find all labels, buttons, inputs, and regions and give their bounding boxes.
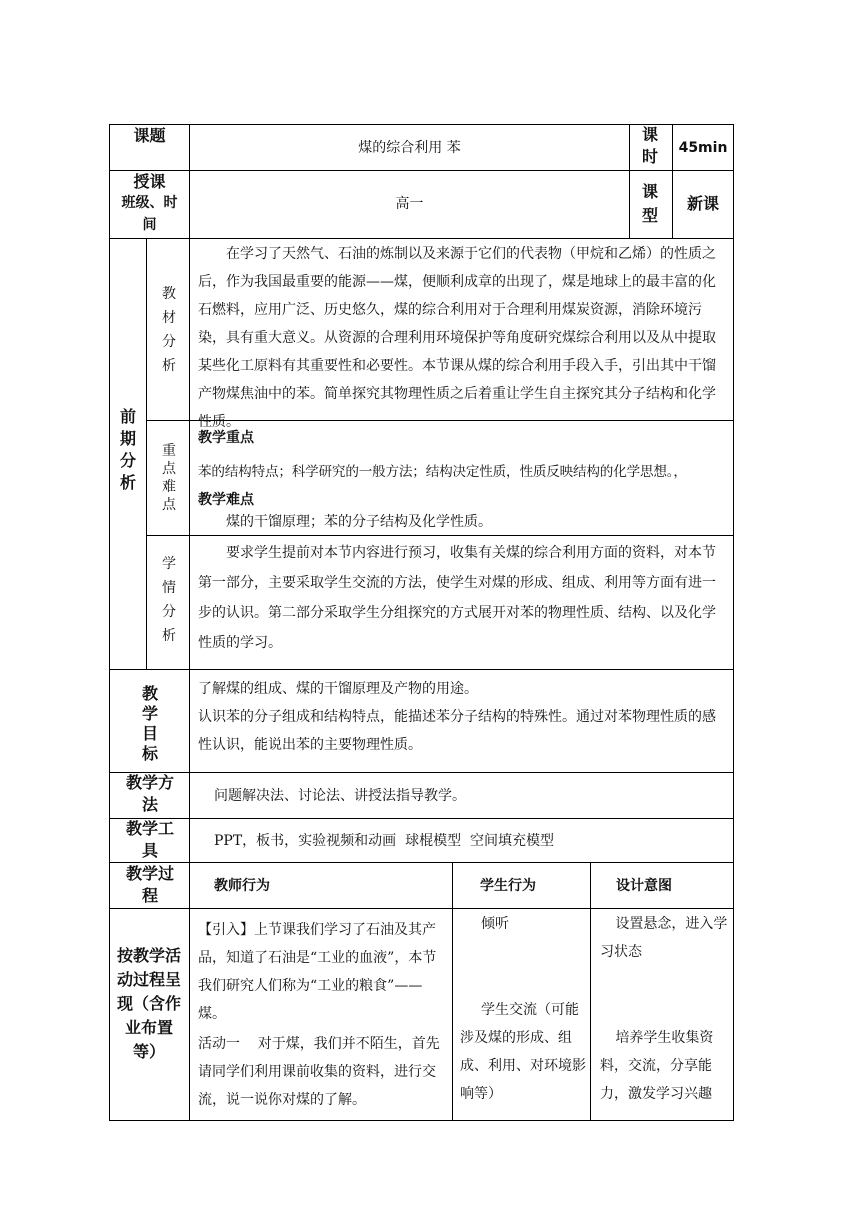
tools-label: 教学工具 [126,819,175,860]
tools-text: PPT，板书，实验视频和动画 球棍模型 空间填充模型 [214,833,554,849]
class-time-value: 高一 [395,196,424,212]
keypoints-label: 重点难点 [162,443,176,513]
col-student-header: 学生行为 [480,878,536,894]
class-time-label-line1: 授课 [133,172,166,191]
goals-line1: 了解煤的组成、煤的干馏原理及产物的用途。 [198,681,478,697]
goals-line2: 认识苯的分子组成和结构特点，能描述苯分子结构的特殊性。通过对苯物理性质的感性认识，能说出苯的主要物理性质。 [198,709,716,753]
difficult-text: 煤的干馏原理；苯的分子结构及化学性质。 [226,514,492,530]
goals-label: 教学目标 [141,684,158,763]
row-divider [109,772,733,773]
topic-value: 煤的综合利用 苯 [358,140,461,156]
label-col-divider [189,238,190,669]
type-label: 课型 [641,182,658,225]
key-title: 教学重点 [198,430,254,446]
table-border-right [733,124,734,1121]
col-teacher-header: 教师行为 [214,878,270,894]
process-col-divider [590,862,591,1121]
design-collect: 培养学生收集资料，交流，分享能力，激发学习兴趣 [600,1030,714,1102]
row-divider [109,818,733,819]
process-row-label: 按教学活动过程呈现（含作业布置等） [116,946,181,1061]
topic-label: 课题 [133,126,166,145]
col-design-header: 设计意图 [616,878,672,894]
teacher-activity: 活动一 对于煤，我们并不陌生，首先请同学们利用课前收集的资料，进行交流，说一说你对煤的了解。 [198,1036,440,1108]
student-exchange: 学生交流（可能涉及煤的形成、组成、利用、对环境影响等） [460,1002,586,1102]
period-value: 45min [678,140,728,156]
sublabel-col-divider [146,238,147,669]
design-suspense: 设置悬念，进入学习状态 [600,916,728,960]
header-col-divider [629,124,630,238]
textbook-analysis-label: 教材分析 [162,286,176,374]
teacher-intro: 【引入】上节课我们学习了石油及其产品，知道了石油是“工业的血液”，本节我们研究人们称为“工业的粮食”——煤。 [198,922,437,1022]
method-text: 问题解决法、讨论法、讲授法指导教学。 [214,788,466,804]
table-border-bottom [109,1120,733,1121]
row-divider [109,238,733,239]
process-col-divider [452,862,453,1121]
process-label: 教学过程 [126,864,175,905]
method-label: 教学方法 [126,773,175,814]
textbook-analysis-text: 在学习了天然气、石油的炼制以及来源于它们的代表物（甲烷和乙烯）的性质之后，作为我国最重要的能源——煤，便顺利成章的出现了，煤是地球上的最丰富的化石燃料，应用广泛、历史悠久，煤的综合利用对于合理利用煤炭资源，消除环境污染，具有重大意义。从资源的合理利用环境保护等角度研究煤综合利用以及从中提取某些化工原料有其重要性和必要性。本节课从煤的综合利用手段入手，引出其中干馏产物煤焦油中的苯。简单探究其物理性质之后着重让学生自主探究其分子结构和化学性质。 [198,246,716,430]
difficult-title: 教学难点 [198,492,254,508]
students-analysis-text: 要求学生提前对本节内容进行预习，收集有关煤的综合利用方面的资料，对本节第一部分，主要采取学生交流的方法，使学生对煤的形成、组成、利用等方面有进一步的认识。第二部分采取学生分组探究的方式展开对苯的物理性质、结构、以及化学性质的学习。 [198,545,716,651]
row-divider [109,908,733,909]
key-text: 苯的结构特点；科学研究的一般方法；结构决定性质，性质反映结构的化学思想。， [198,464,687,480]
student-listen: 倾听 [481,916,509,932]
row-divider [109,862,733,863]
analysis-section-label: 前期分析 [119,407,136,492]
period-label: 课时 [641,125,658,166]
type-value: 新课 [686,194,719,213]
row-divider [109,170,733,171]
class-time-label-line2: 班级、时间 [121,195,178,233]
row-divider [109,669,733,670]
students-analysis-label: 学情分析 [162,556,176,644]
label-col-divider [189,669,190,1121]
table-border-left [109,124,110,1121]
